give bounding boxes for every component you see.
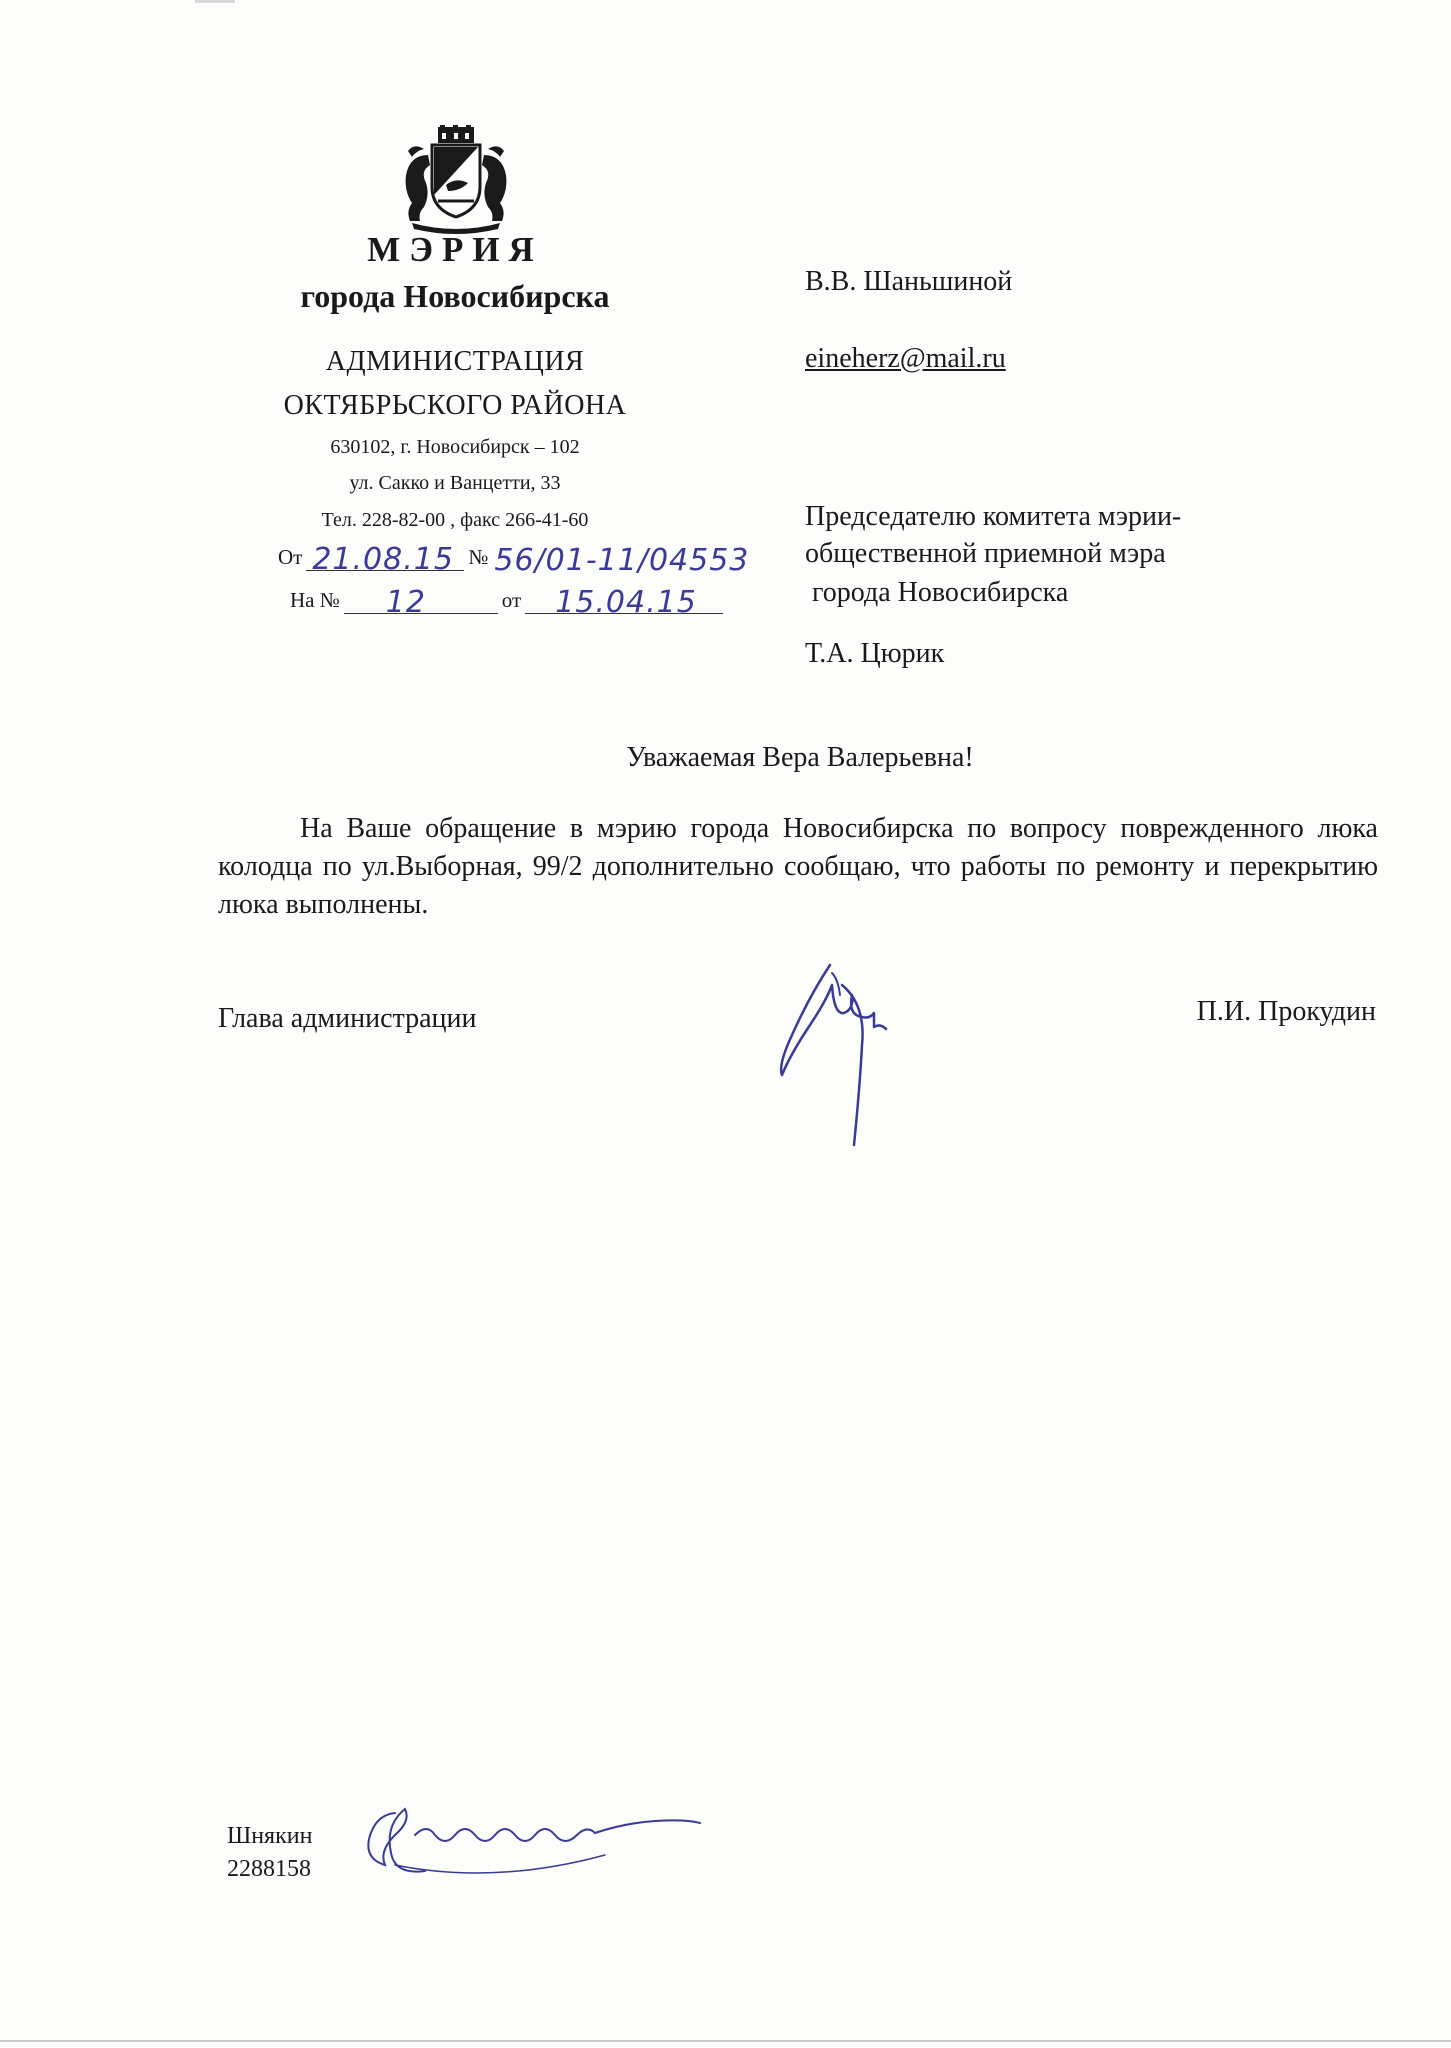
- letter-body: На Ваше обращение в мэрию города Новосибирска по вопросу поврежденного люка колодца по ул.Выборная, 99/2 дополнительно сообщаю, что работы по ремонту и перекрытию люка выполнены.: [218, 813, 1378, 920]
- salutation: Уважаемая Вера Валерьевна!: [626, 742, 974, 773]
- recipient-email[interactable]: eineherz@mail.ru: [805, 343, 1006, 374]
- from-date-handwritten: 21.08.15: [312, 542, 454, 577]
- address-line-1: 630102, г. Новосибирск – 102: [330, 436, 580, 458]
- from-date-field: [306, 542, 464, 577]
- address-line-2: ул. Сакко и Ванцетти, 33: [349, 472, 561, 494]
- reply-to-number-handwritten: 12: [385, 585, 426, 620]
- executor-phone: 2288158: [227, 1856, 311, 1882]
- reply-to-date-field: [525, 585, 723, 620]
- reply-to-number-field: [344, 585, 498, 620]
- signatory-name: П.И. Прокудин: [1196, 996, 1376, 1027]
- number-label: №: [468, 545, 489, 569]
- of-label: от: [501, 588, 522, 612]
- chair-title-line-2: общественной приемной мэра: [805, 538, 1166, 569]
- scan-artifact-top: [195, 0, 235, 3]
- reply-to-date-handwritten: 15.04.15: [555, 585, 697, 620]
- signatory-role: Глава администрации: [218, 1003, 477, 1034]
- outgoing-number-field: [492, 543, 750, 578]
- scan-artifact-bottom: [0, 2040, 1451, 2042]
- from-label: От: [278, 545, 303, 569]
- phone-line: Тел. 228-82-00 , факс 266-41-60: [321, 509, 589, 531]
- outgoing-number-handwritten: 56/01-11/04553: [494, 543, 750, 578]
- executor-signature-icon: [355, 1795, 715, 1890]
- org-title: МЭРИЯ: [367, 230, 543, 269]
- coat-of-arms-icon: [398, 125, 513, 235]
- administration-line-1: АДМИНИСТРАЦИЯ: [325, 346, 585, 377]
- chair-name: Т.А. Цюрик: [805, 638, 945, 669]
- administration-line-2: ОКТЯБРЬСКОГО РАЙОНА: [283, 390, 627, 421]
- executor-name: Шнякин: [227, 1823, 313, 1849]
- recipient-name: В.В. Шаньшиной: [805, 266, 1013, 297]
- reference-row-outgoing: [278, 542, 754, 578]
- org-city: города Новосибирска: [300, 278, 610, 314]
- reply-to-label: На №: [290, 588, 340, 612]
- chair-title-line-3: города Новосибирска: [812, 577, 1069, 608]
- head-signature-icon: [770, 955, 920, 1155]
- reference-row-reply: [290, 585, 727, 620]
- chair-title-line-1: Председателю комитета мэрии-: [805, 501, 1182, 532]
